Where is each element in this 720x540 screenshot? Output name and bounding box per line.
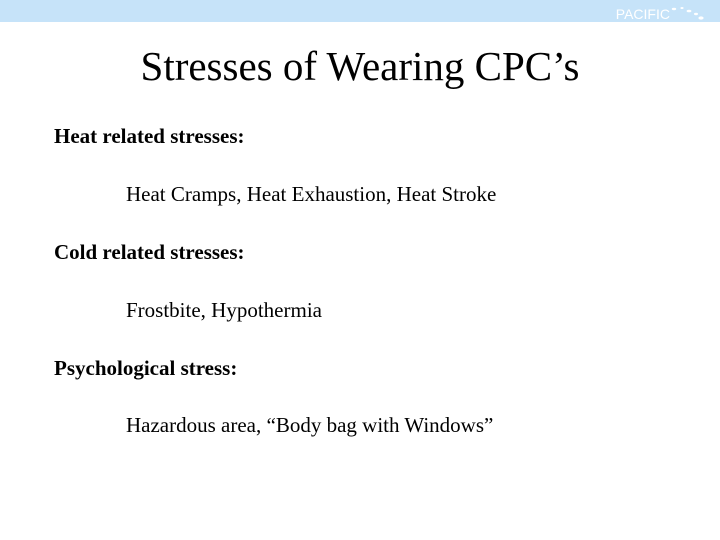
logo-text-emprints: EMPRINTS (610, 20, 701, 38)
pacific-emprints-logo (596, 4, 706, 40)
logo-text-pacific: PACIFIC (615, 6, 670, 22)
detail-psychological-stress: Hazardous area, “Body bag with Windows” (126, 413, 494, 437)
detail-heat-stresses: Heat Cramps, Heat Exhaustion, Heat Stroke (126, 182, 497, 206)
detail-cold-stresses: Frostbite, Hypothermia (126, 298, 322, 322)
heading-cold-stresses: Cold related stresses: (54, 240, 245, 264)
heading-psychological-stress: Psychological stress: (54, 356, 238, 380)
slide-title: Stresses of Wearing CPC’s (140, 43, 580, 89)
heading-heat-stresses: Heat related stresses: (54, 124, 245, 148)
